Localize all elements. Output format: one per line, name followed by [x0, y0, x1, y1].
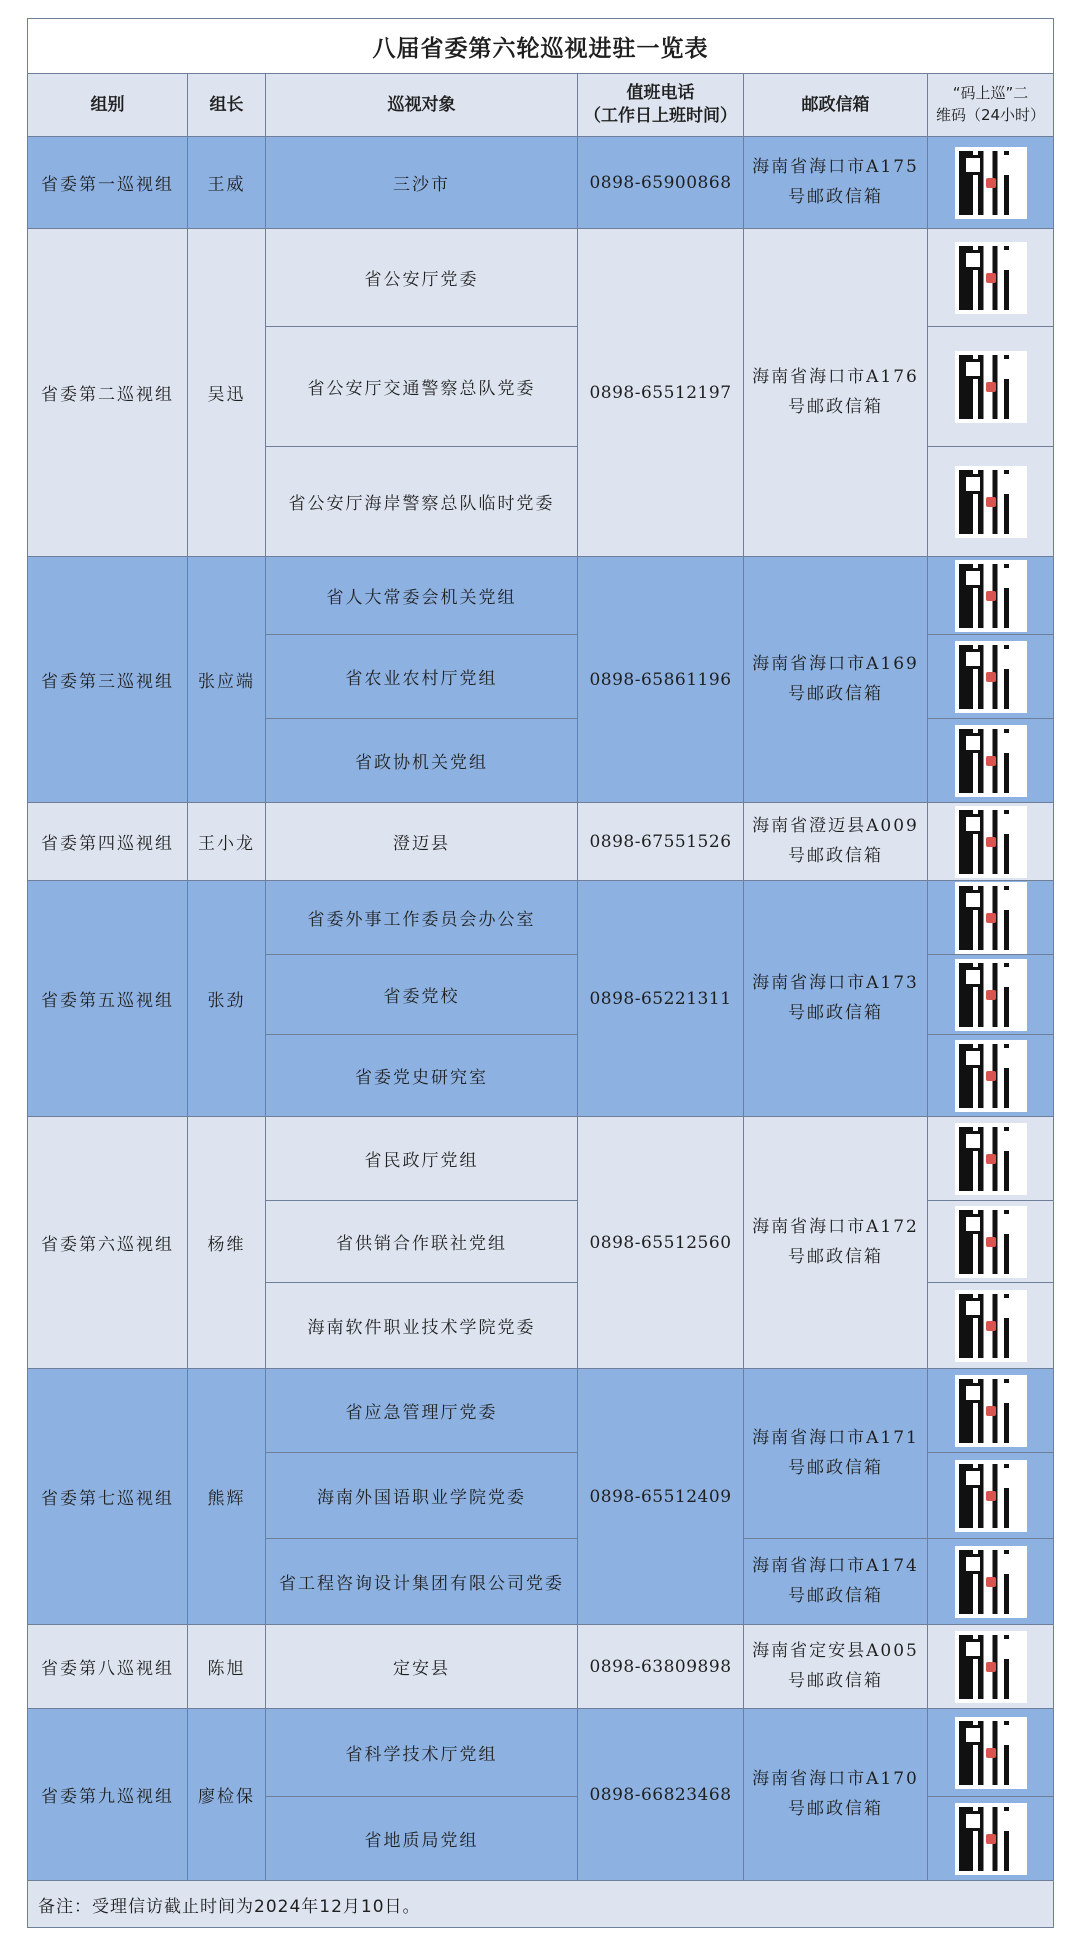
header-leader: 组长	[188, 74, 266, 137]
duty-phone: 0898-63809898	[578, 1625, 744, 1709]
table-row	[28, 137, 1054, 229]
mailbox-line1: 海南省定安县A005	[752, 1640, 919, 1661]
inspection-target: 省委党史研究室	[266, 1035, 578, 1117]
qr-cell	[928, 1797, 1054, 1881]
qr-cell	[928, 1035, 1054, 1117]
mailbox	[744, 803, 928, 881]
mailbox-line2: 号邮政信箱	[788, 1670, 883, 1691]
qr-cell	[928, 719, 1054, 803]
inspection-target: 澄迈县	[266, 803, 578, 881]
qr-cell	[928, 1709, 1054, 1797]
group-name: 省委第五巡视组	[28, 881, 188, 1117]
qr-cell	[928, 635, 1054, 719]
table-row	[28, 1709, 1054, 1797]
qr-code-icon[interactable]	[959, 1294, 1023, 1358]
qr-cell	[928, 1625, 1054, 1709]
header-phone	[578, 74, 744, 137]
qr-cell	[928, 881, 1054, 955]
group-leader: 张劲	[188, 881, 266, 1117]
group-name: 省委第七巡视组	[28, 1369, 188, 1625]
table-row	[28, 1369, 1054, 1453]
mailbox-line2: 号邮政信箱	[788, 1002, 883, 1023]
qr-cell	[928, 1453, 1054, 1539]
duty-phone: 0898-65900868	[578, 137, 744, 229]
qr-cell	[928, 557, 1054, 635]
header-row	[28, 74, 1054, 137]
group-name: 省委第二巡视组	[28, 229, 188, 557]
mailbox-line1: 海南省海口市A173	[752, 972, 919, 993]
header-target: 巡视对象	[266, 74, 578, 137]
mailbox	[744, 1539, 928, 1625]
qr-code-icon[interactable]	[959, 151, 1023, 215]
group-name: 省委第四巡视组	[28, 803, 188, 881]
qr-cell	[928, 229, 1054, 327]
header-phone-line2: （工作日上班时间）	[584, 106, 737, 126]
mailbox	[744, 1117, 928, 1369]
mailbox-line1: 海南省海口市A170	[752, 1768, 919, 1789]
qr-cell	[928, 327, 1054, 447]
inspection-target: 省农业农村厅党组	[266, 635, 578, 719]
table-row	[28, 881, 1054, 955]
qr-code-icon[interactable]	[959, 1550, 1023, 1614]
duty-phone: 0898-66823468	[578, 1709, 744, 1881]
qr-code-icon[interactable]	[959, 564, 1023, 628]
qr-cell	[928, 1369, 1054, 1453]
group-leader: 熊辉	[188, 1369, 266, 1625]
qr-cell	[928, 1283, 1054, 1369]
mailbox-line1: 海南省海口市A176	[752, 366, 919, 387]
inspection-target: 省科学技术厅党组	[266, 1709, 578, 1797]
qr-code-icon[interactable]	[959, 1210, 1023, 1274]
mailbox-line1: 海南省海口市A171	[752, 1427, 919, 1448]
mailbox-line1: 海南省澄迈县A009	[752, 815, 919, 836]
header-phone-line1: 值班电话	[626, 83, 695, 104]
duty-phone: 0898-65861196	[578, 557, 744, 803]
header-mailbox: 邮政信箱	[744, 74, 928, 137]
qr-code-icon[interactable]	[959, 645, 1023, 709]
mailbox	[744, 557, 928, 803]
mailbox-line2: 号邮政信箱	[788, 1246, 883, 1267]
inspection-target: 海南外国语职业学院党委	[266, 1453, 578, 1539]
inspection-target: 海南软件职业技术学院党委	[266, 1283, 578, 1369]
inspection-roster-table	[27, 18, 1054, 1928]
table-row	[28, 1625, 1054, 1709]
mailbox-line2: 号邮政信箱	[788, 683, 883, 704]
qr-cell	[928, 1117, 1054, 1201]
roster-body	[28, 137, 1054, 1881]
qr-code-icon[interactable]	[959, 470, 1023, 534]
group-leader: 王威	[188, 137, 266, 229]
inspection-target: 省工程咨询设计集团有限公司党委	[266, 1539, 578, 1625]
mailbox-line2: 号邮政信箱	[788, 845, 883, 866]
inspection-target: 定安县	[266, 1625, 578, 1709]
table-title: 八届省委第六轮巡视进驻一览表	[28, 19, 1054, 74]
mailbox-line2: 号邮政信箱	[788, 396, 883, 417]
mailbox	[744, 1709, 928, 1881]
inspection-target: 省委外事工作委员会办公室	[266, 881, 578, 955]
header-group: 组别	[28, 74, 188, 137]
duty-phone: 0898-65512197	[578, 229, 744, 557]
inspection-target: 省供销合作联社党组	[266, 1201, 578, 1283]
duty-phone: 0898-65221311	[578, 881, 744, 1117]
group-leader: 张应端	[188, 557, 266, 803]
group-name: 省委第六巡视组	[28, 1117, 188, 1369]
group-leader: 杨维	[188, 1117, 266, 1369]
header-qr-line1: “码上巡”二	[952, 84, 1029, 103]
table-row	[28, 557, 1054, 635]
qr-cell	[928, 1201, 1054, 1283]
group-leader: 陈旭	[188, 1625, 266, 1709]
mailbox-line1: 海南省海口市A172	[752, 1216, 919, 1237]
table-row	[28, 1117, 1054, 1201]
inspection-target: 省公安厅党委	[266, 229, 578, 327]
qr-code-icon[interactable]	[959, 1807, 1023, 1871]
inspection-target: 省委党校	[266, 955, 578, 1035]
group-leader: 廖检保	[188, 1709, 266, 1881]
mailbox-line2: 号邮政信箱	[788, 186, 883, 207]
qr-code-icon[interactable]	[959, 729, 1023, 793]
mailbox-line2: 号邮政信箱	[788, 1585, 883, 1606]
duty-phone: 0898-65512409	[578, 1369, 744, 1625]
inspection-target: 三沙市	[266, 137, 578, 229]
mailbox-line2: 号邮政信箱	[788, 1457, 883, 1478]
duty-phone: 0898-67551526	[578, 803, 744, 881]
table-row	[28, 803, 1054, 881]
qr-cell	[928, 137, 1054, 229]
mailbox-line1: 海南省海口市A175	[752, 156, 919, 177]
mailbox	[744, 881, 928, 1117]
qr-code-icon[interactable]	[959, 963, 1023, 1027]
group-name: 省委第八巡视组	[28, 1625, 188, 1709]
group-name: 省委第一巡视组	[28, 137, 188, 229]
group-name: 省委第九巡视组	[28, 1709, 188, 1881]
qr-code-icon[interactable]	[959, 246, 1023, 310]
table-row	[28, 229, 1054, 327]
qr-code-icon[interactable]	[959, 1635, 1023, 1699]
inspection-target: 省政协机关党组	[266, 719, 578, 803]
group-name: 省委第三巡视组	[28, 557, 188, 803]
qr-code-icon[interactable]	[959, 1721, 1023, 1785]
mailbox-line1: 海南省海口市A169	[752, 653, 919, 674]
mailbox-line1: 海南省海口市A174	[752, 1555, 919, 1576]
mailbox	[744, 137, 928, 229]
header-qr	[928, 74, 1054, 137]
mailbox	[744, 1625, 928, 1709]
inspection-target: 省民政厅党组	[266, 1117, 578, 1201]
mailbox	[744, 1369, 928, 1539]
header-qr-line2: 维码（24小时）	[935, 106, 1046, 124]
qr-code-icon[interactable]	[959, 355, 1023, 419]
qr-code-icon[interactable]	[959, 1127, 1023, 1191]
group-leader: 王小龙	[188, 803, 266, 881]
qr-code-icon[interactable]	[959, 1044, 1023, 1108]
inspection-target: 省公安厅交通警察总队党委	[266, 327, 578, 447]
mailbox	[744, 229, 928, 557]
inspection-target: 省应急管理厅党委	[266, 1369, 578, 1453]
inspection-target: 省公安厅海岸警察总队临时党委	[266, 447, 578, 557]
inspection-target: 省人大常委会机关党组	[266, 557, 578, 635]
qr-code-icon[interactable]	[959, 886, 1023, 950]
roster-sheet	[27, 18, 1053, 1934]
qr-cell	[928, 447, 1054, 557]
group-leader: 吴迅	[188, 229, 266, 557]
qr-cell	[928, 803, 1054, 881]
qr-code-icon[interactable]	[959, 810, 1023, 874]
duty-phone: 0898-65512560	[578, 1117, 744, 1369]
footnote: 备注：受理信访截止时间为2024年12月10日。	[28, 1881, 1054, 1928]
qr-code-icon[interactable]	[959, 1379, 1023, 1443]
inspection-target: 省地质局党组	[266, 1797, 578, 1881]
qr-cell	[928, 1539, 1054, 1625]
mailbox-line2: 号邮政信箱	[788, 1798, 883, 1819]
qr-code-icon[interactable]	[959, 1464, 1023, 1528]
qr-cell	[928, 955, 1054, 1035]
